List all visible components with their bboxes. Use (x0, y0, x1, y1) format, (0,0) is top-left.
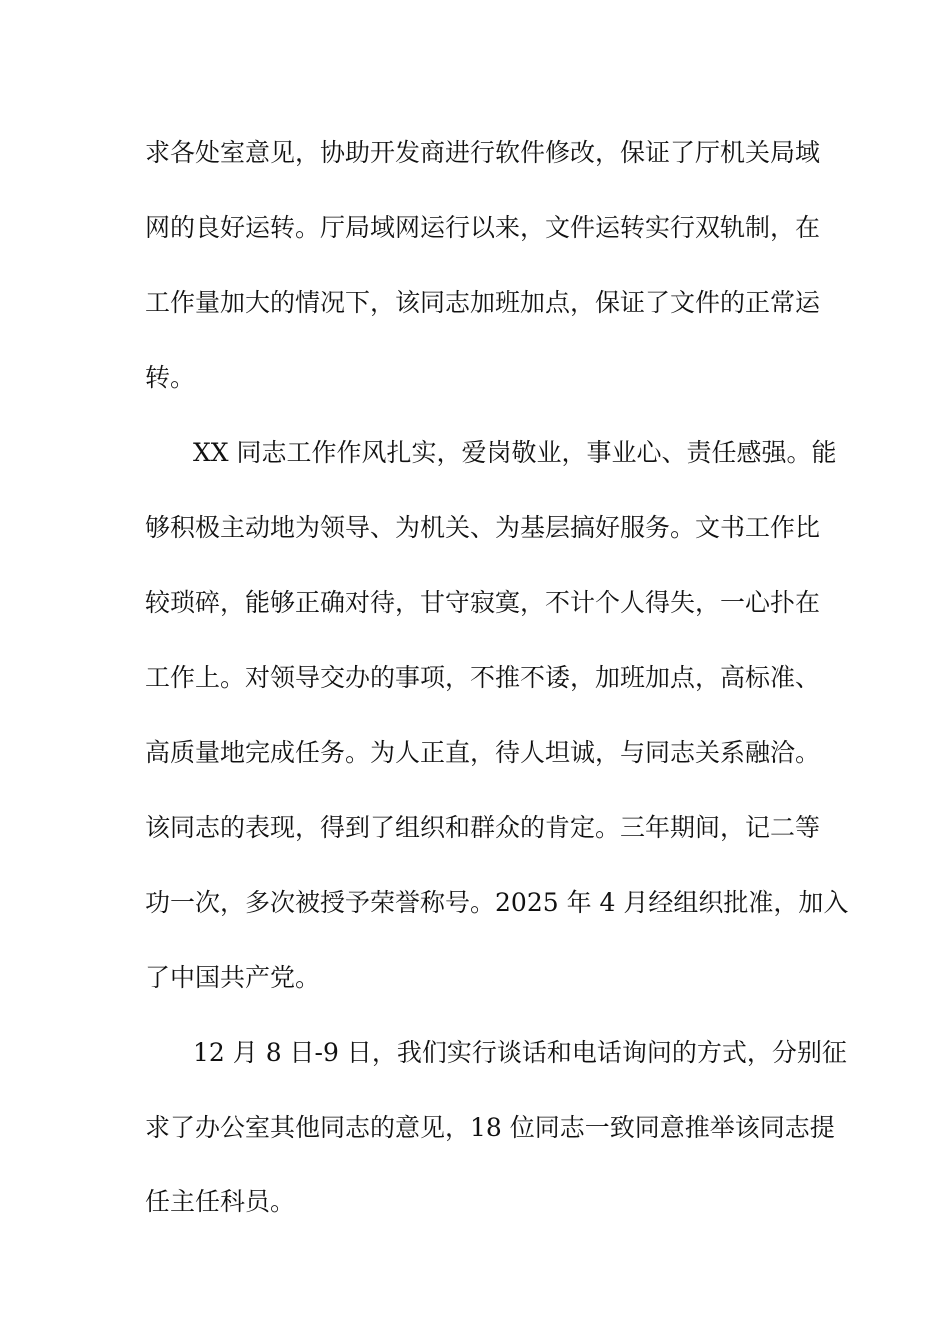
text-line: 了中国共产党。 (145, 963, 321, 992)
text-line: 够积极主动地为领导、为机关、为基层搞好服务。文书工作比 (145, 513, 821, 542)
text-line: 高质量地完成任务。为人正直，待人坦诚，与同志关系融洽。 (145, 738, 821, 767)
text-line: 转。 (145, 363, 196, 392)
text-line: 工作上。对领导交办的事项，不推不诿，加班加点，高标准、 (145, 663, 821, 692)
text-line: XX 同志工作作风扎实，爱岗敬业，事业心、责任感强。能 (193, 438, 837, 467)
text-line: 求各处室意见，协助开发商进行软件修改，保证了厅机关局域 (145, 138, 821, 167)
text-line: 功一次，多次被授予荣誉称号。2025 年 4 月经组织批准，加入 (145, 888, 849, 917)
text-line: 12 月 8 日-9 日，我们实行谈话和电话询问的方式，分别征 (193, 1038, 847, 1067)
text-line: 网的良好运转。厅局域网运行以来，文件运转实行双轨制，在 (145, 213, 821, 242)
text-line: 任主任科员。 (145, 1187, 296, 1216)
text-line: 求了办公室其他同志的意见，18 位同志一致同意推举该同志提 (145, 1113, 835, 1142)
text-line: 较琐碎，能够正确对待，甘守寂寞，不计个人得失，一心扑在 (145, 588, 821, 617)
text-line: 工作量加大的情况下，该同志加班加点，保证了文件的正常运 (145, 288, 821, 317)
text-line: 该同志的表现，得到了组织和群众的肯定。三年期间，记二等 (145, 813, 821, 842)
